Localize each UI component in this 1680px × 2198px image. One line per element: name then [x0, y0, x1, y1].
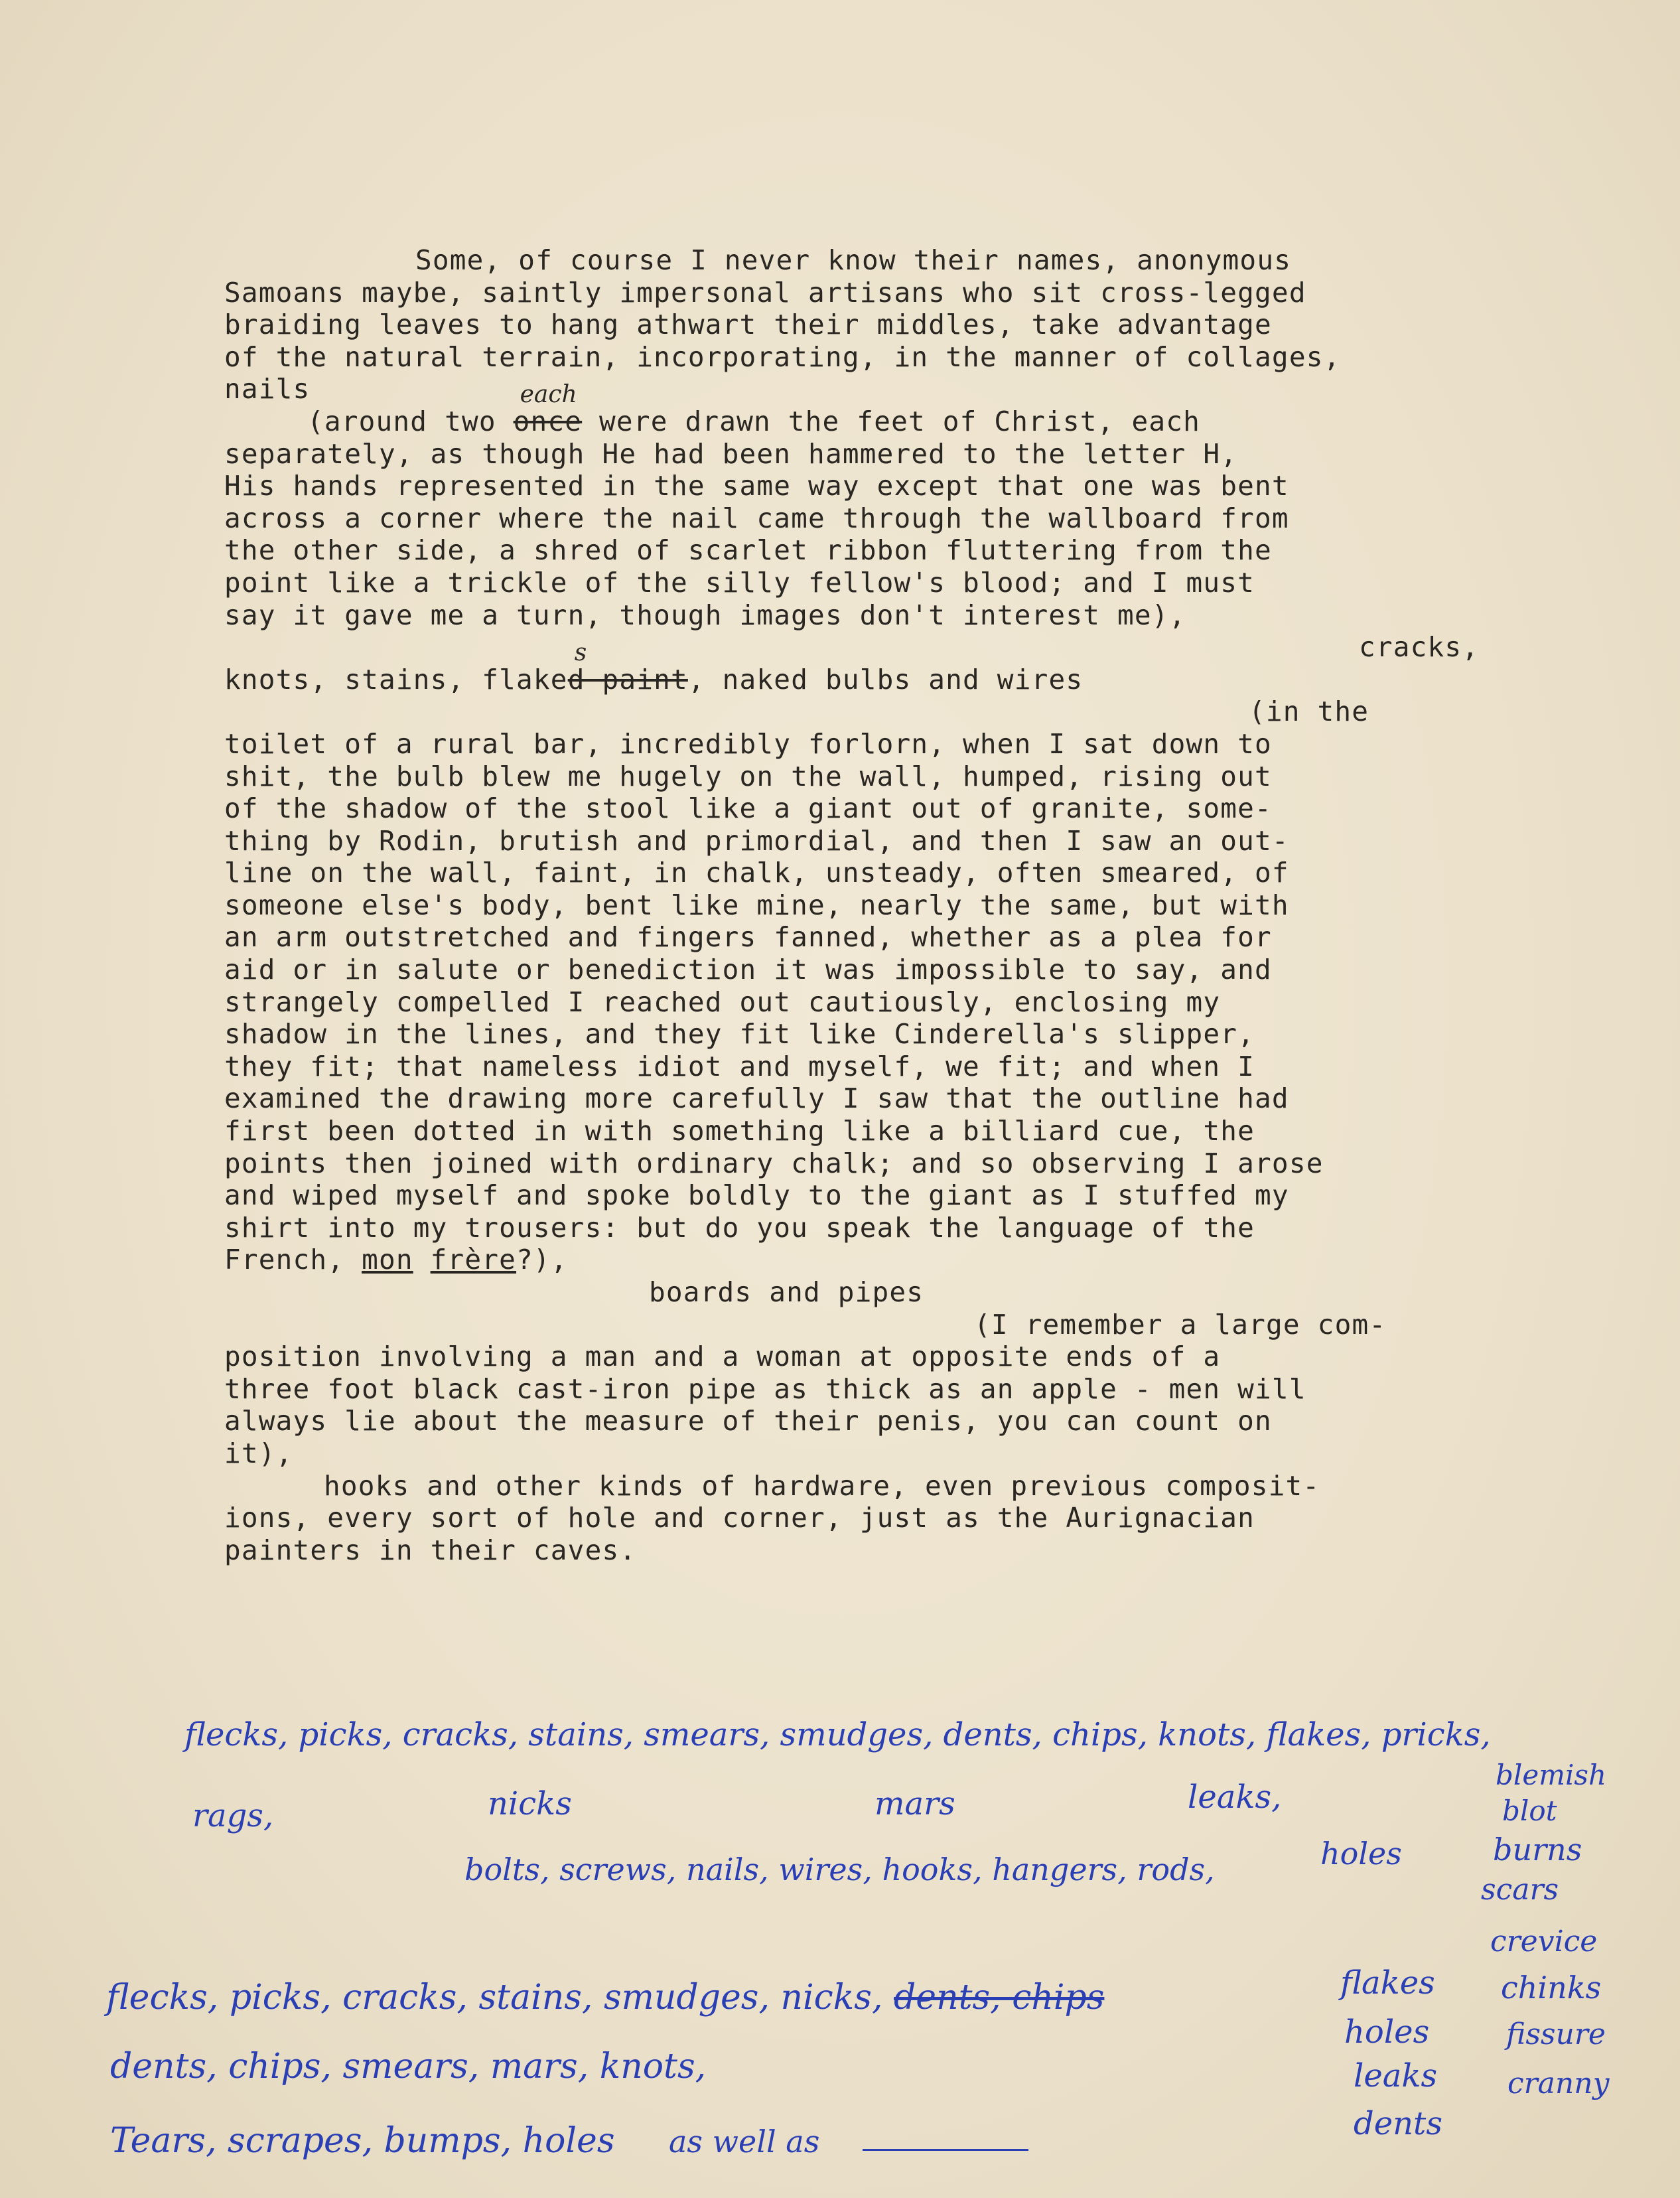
handwritten-word: burns — [1493, 1832, 1582, 1868]
text-line: position involving a man and a woman at opposite ends of a — [224, 1341, 1221, 1373]
text-segment: were drawn the feet of Christ, each — [599, 405, 1200, 437]
struck-word: d paint — [567, 663, 688, 696]
text-line: cracks, — [1359, 631, 1480, 664]
handwritten-word: fissure — [1506, 2017, 1606, 2051]
handwritten-list-row — [110, 2121, 615, 2161]
text-line: first been dotted in with something like a billiard cue, the — [224, 1115, 1255, 1147]
text-line: shirt into my trousers: but do you speak the language of the — [224, 1211, 1255, 1244]
text-line: someone else's body, bent like mine, nearly the same, but with — [224, 889, 1289, 921]
text-line: always lie about the measure of their penis, you can count on — [224, 1405, 1272, 1437]
correction-once — [513, 380, 583, 438]
text-line: Some, of course I never know their names, anonymous — [415, 244, 1292, 276]
text-line: an arm outstretched and fingers fanned, whether as a plea for — [224, 921, 1272, 954]
handwritten-list-row: dents, chips, smears, mars, knots, — [110, 2047, 707, 2087]
text-segment: knots, stains, flake — [224, 663, 568, 696]
handwritten-word: leaks — [1354, 2057, 1438, 2094]
text-line: across a corner where the nail came through the wallboard from — [224, 502, 1289, 534]
typescript-body — [224, 244, 1525, 1566]
handwritten-note: as well as — [669, 2124, 820, 2160]
text-segment: ?), — [516, 1244, 568, 1276]
text-line: shadow in the lines, and they fit like Cinderella's slipper, — [224, 1018, 1255, 1051]
text-line: Samoans maybe, saintly impersonal artisans who sit cross-legged — [224, 276, 1306, 309]
text-line: His hands represented in the same way except that one was bent — [224, 470, 1289, 502]
handwritten-word: mars — [875, 1785, 955, 1822]
correction-flakes — [567, 638, 688, 696]
text-line — [224, 1244, 1525, 1276]
handwritten-word: rags, — [192, 1797, 274, 1834]
text-line: examined the drawing more carefully I saw that the outline had — [224, 1082, 1289, 1115]
handwritten-word: blemish — [1496, 1759, 1607, 1791]
text-line: shit, the bulb blew me hugely on the wall, humped, rising out — [224, 760, 1272, 792]
handwritten-list-row — [106, 1978, 1104, 2017]
handwritten-struck: dents, chips — [894, 1978, 1105, 2017]
handwritten-word: crevice — [1490, 1925, 1598, 1958]
text-segment: (around two — [307, 405, 514, 437]
handwritten-segment: holes — [522, 2121, 615, 2161]
text-line: it), — [224, 1437, 293, 1469]
text-line: painters in their caves. — [224, 1534, 637, 1566]
text-line: (I remember a large com- — [974, 1308, 1387, 1341]
handwritten-word: leaks, — [1188, 1779, 1282, 1816]
text-line: separately, as though He had been hammered to the letter H, — [224, 437, 1238, 470]
text-line: of the shadow of the stool like a giant out of granite, some- — [224, 792, 1272, 825]
underlined-word: mon — [362, 1244, 413, 1276]
text-line: of the natural terrain, incorporating, in the manner of collages, — [224, 340, 1341, 373]
text-line: toilet of a rural bar, incredibly forlorn, when I sat down to — [224, 727, 1272, 760]
handwritten-word: nicks — [488, 1785, 572, 1822]
text-segment — [413, 1244, 431, 1276]
inserted-letter: s — [574, 638, 587, 666]
text-line: three foot black cast-iron pipe as thick as an apple - men will — [224, 1372, 1306, 1405]
handwritten-word: scars — [1481, 1873, 1559, 1907]
text-line: strangely compelled I reached out cautiously, enclosing my — [224, 986, 1221, 1018]
handwritten-list-row: bolts, screws, nails, wires, hooks, hangers, rods, — [464, 1852, 1215, 1887]
text-line: say it gave me a turn, though images don't interest me), — [224, 599, 1186, 631]
text-line: hooks and other kinds of hardware, even previous composit- — [324, 1469, 1320, 1502]
text-line: the other side, a shred of scarlet ribbon fluttering from the — [224, 534, 1272, 567]
text-line: ions, every sort of hole and corner, just as the Aurignacian — [224, 1502, 1255, 1534]
text-line: they fit; that nameless idiot and myself, we fit; and when I — [224, 1050, 1255, 1082]
struck-word: once — [513, 405, 583, 437]
underlined-word: frère — [430, 1244, 517, 1276]
handwritten-word: holes — [1344, 2014, 1430, 2051]
text-line: braiding leaves to hang athwart their middles, take advantage — [224, 309, 1272, 341]
text-line: (in the — [1249, 696, 1369, 728]
handwritten-segment: Tears, scrapes, bumps, — [110, 2121, 512, 2161]
text-line: boards and pipes — [649, 1276, 924, 1308]
text-line: line on the wall, faint, in chalk, unsteady, often smeared, of — [224, 857, 1289, 889]
inserted-word: each — [520, 380, 577, 408]
handwritten-word: cranny — [1507, 2067, 1610, 2100]
handwritten-word: dents — [1354, 2105, 1442, 2142]
handwritten-word: flakes — [1340, 1964, 1435, 2002]
text-line: nails — [224, 373, 311, 405]
text-line: thing by Rodin, brutish and primordial, and then I saw an out- — [224, 824, 1289, 857]
text-line: points then joined with ordinary chalk; and so observing I arose — [224, 1147, 1324, 1179]
handwritten-dash — [863, 2149, 1028, 2151]
handwritten-word: blot — [1502, 1795, 1557, 1827]
handwritten-list-row: flecks, picks, cracks, stains, smears, smudges, dents, chips, knots, flakes, pricks, — [184, 1716, 1491, 1753]
handwritten-segment: flecks, picks, cracks, stains, smudges, nicks, — [106, 1978, 883, 2017]
text-segment: , naked bulbs and wires — [687, 663, 1084, 696]
text-line: aid or in salute or benediction it was impossible to say, and — [224, 954, 1272, 986]
handwritten-word: chinks — [1501, 1970, 1602, 2006]
text-line: and wiped myself and spoke boldly to the giant as I stuffed my — [224, 1179, 1289, 1212]
text-segment: French, — [224, 1244, 362, 1276]
handwritten-word: holes — [1320, 1836, 1402, 1871]
text-line: point like a trickle of the silly fellow's blood; and I must — [224, 566, 1255, 599]
